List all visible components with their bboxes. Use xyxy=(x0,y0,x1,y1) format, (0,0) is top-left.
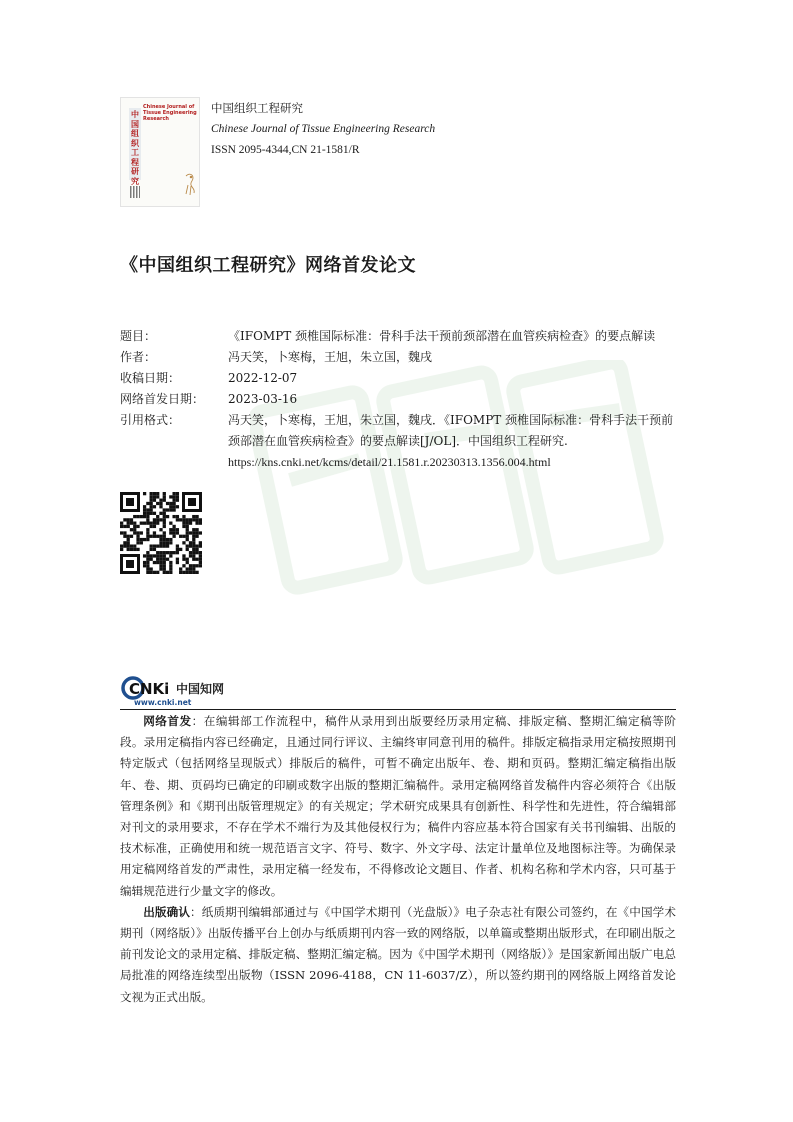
cnki-logo-text: CNKi xyxy=(129,680,170,698)
note-text: ：在编辑部工作流程中，稿件从录用到出版要经历录用定稿、排版定稿、整期汇编定稿等阶段。录用定稿指内容已经确定，且通过同行评议、主编终审同意刊用的稿件。排版定稿指录用定稿按照期刊特定版式（包括网络呈现版式）排版后的稿件，可暂不确定出版年、卷、期和页码。整期汇编定稿指出版年、卷、期、页码均已确定的印刷或数字出版的整期汇编稿件。录用定稿网络首发稿件内容必须符合《出版管理条例》和《期刊出版管理规定》的有关规定；学术研究成果具有创新性、科学性和先进性，符合编辑部对刊文的录用要求，不存在学术不端行为及其他侵权行为；稿件内容应基本符合国家有关书刊编辑、出版的技术标准，正确使用和统一规范语言文字、符号、数字、外文字母、法定计量单位及地图标注等。为确保录用定稿网络首发的严肃性，录用定稿一经发布，不得修改论文题目、作者、机构名称和学术内容，只可基于编辑规范进行少量文字的修改。 xyxy=(120,714,676,898)
note-text: ：纸质期刊编辑部通过与《中国学术期刊（光盘版）》电子杂志社有限公司签约，在《中国学术期刊（网络版）》出版传播平台上创办与纸质期刊内容一致的网络版，以单篇或整期出版形式，在印刷出版之前刊发论文的录用定稿、排版定稿、整期汇编定稿。因为《中国学术期刊（网络版）》是国家新闻出版广电总局批准的网络连续型出版物（ISSN 2096-4188，CN 11-6037/Z），所以签约期刊的网络版上网络首发论文视为正式出版。 xyxy=(120,904,676,1004)
note-publication-confirm xyxy=(120,902,676,1008)
meta-row-received xyxy=(120,368,680,389)
publication-notes xyxy=(120,711,676,1008)
note-label: 出版确认 xyxy=(143,904,191,919)
cnki-logo-zh: 中国知网 xyxy=(176,682,225,696)
journal-name-zh: 中国组织工程研究 xyxy=(211,101,303,115)
meta-label: 作者： xyxy=(120,350,157,364)
meta-row-citation xyxy=(120,410,680,473)
journal-cover xyxy=(120,97,200,207)
meta-row-online xyxy=(120,389,680,410)
meta-label: 网络首发日期： xyxy=(120,392,205,406)
journal-info xyxy=(211,98,435,161)
cnki-logo xyxy=(120,675,235,707)
citation xyxy=(228,410,680,473)
page-title: 《中国组织工程研究》网络首发论文 xyxy=(120,255,416,276)
note-label: 网络首发 xyxy=(143,714,192,728)
cover-title-zh: 中国组织工程研究 xyxy=(131,110,139,186)
qr-code[interactable] xyxy=(120,492,202,574)
citation-url[interactable]: https://kns.cnki.net/kcms/detail/21.1581.r.20230313.1356.004.html xyxy=(228,455,551,469)
divider xyxy=(120,709,676,710)
meta-label: 题目： xyxy=(120,329,157,343)
meta-row-topic xyxy=(120,326,680,347)
cover-horse-illustration xyxy=(181,172,199,198)
online-date: 2023-03-16 xyxy=(228,392,298,406)
meta-row-authors xyxy=(120,347,680,368)
article-title: 《IFOMPT 颈椎国际标准：骨科手法干预前颈部潜在血管疾病检查》的要点解读 xyxy=(228,329,656,343)
article-metadata xyxy=(120,326,680,473)
received-date: 2022-12-07 xyxy=(228,371,298,385)
cover-title-en: Chinese Journal of Tissue Engineering Research xyxy=(143,104,197,122)
journal-issn: ISSN 2095-4344,CN 21-1581/R xyxy=(211,144,360,156)
note-online-first xyxy=(120,711,676,902)
meta-label: 引用格式： xyxy=(120,413,181,427)
cover-barcode xyxy=(130,186,140,198)
meta-label: 收稿日期： xyxy=(120,371,181,385)
cnki-url: www.cnki.net xyxy=(134,698,192,707)
journal-name-en: Chinese Journal of Tissue Engineering Research xyxy=(211,123,436,135)
citation-text: 冯天笑，卜寒梅，王旭，朱立国，魏戌．《IFOMPT 颈椎国际标准：骨科手法干预前颈部潜在血管疾病检查》的要点解读[J/OL]．中国组织工程研究. xyxy=(228,413,674,448)
article-authors: 冯天笑，卜寒梅，王旭，朱立国，魏戌 xyxy=(228,350,433,364)
